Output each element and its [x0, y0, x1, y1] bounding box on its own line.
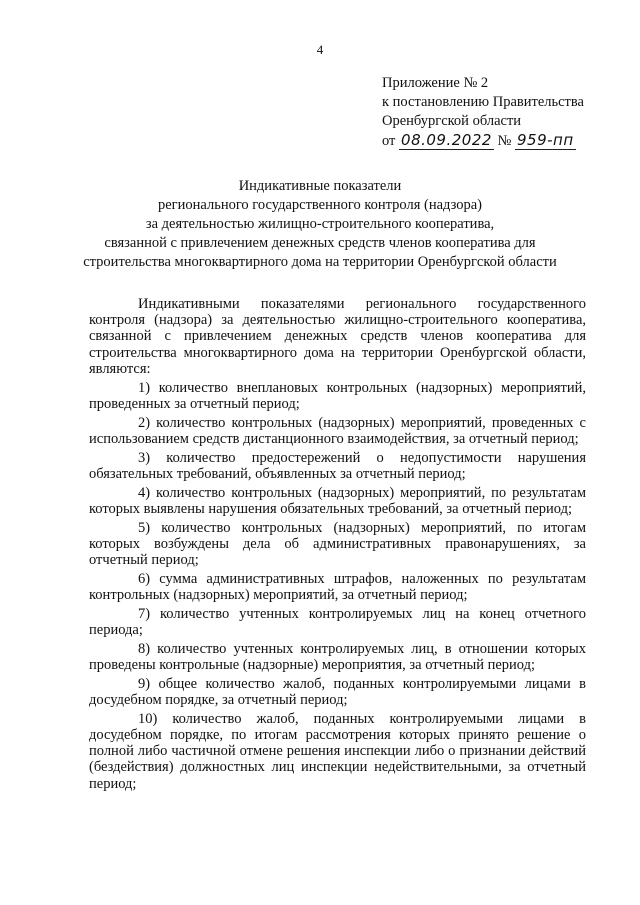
- document-body: [89, 296, 586, 792]
- from-label: от: [382, 133, 396, 149]
- page-number: 4: [316, 42, 324, 57]
- indicator-item: 10) количество жалоб, поданных контролируемыми лицами в досудебном порядке, по итогам рассмотрения которых принято решение о полной либо частичной отмене решения инспекции либо о признании действий (бездействия) должностных лиц инспекции недействительными, за отчетный период;: [89, 710, 586, 792]
- resolution-date: 08.09.2022: [401, 131, 492, 149]
- indicator-item: 8) количество учтенных контролируемых лиц, в отношении которых проведены контрольные (надзорные) мероприятия, за отчетный период;: [89, 640, 586, 674]
- appendix-line-2: к постановлению Правительства: [382, 94, 584, 110]
- indicator-item: 4) количество контрольных (надзорных) мероприятий, по результатам которых выявлены нарушения обязательных требований, за отчетный период;: [89, 484, 586, 517]
- appendix-date-line: [382, 131, 584, 151]
- indicator-item: 9) общее количество жалоб, поданных контролируемыми лицами в досудебном порядке, за отчетный период;: [89, 675, 586, 709]
- appendix-line-3: Оренбургской области: [382, 113, 522, 129]
- indicator-item: 7) количество учтенных контролируемых лиц на конец отчетного периода;: [89, 605, 586, 639]
- title-line: за деятельностью жилищно-строительного кооператива,: [145, 216, 495, 232]
- title-line: строительства многоквартирного дома на территории Оренбургской области: [83, 254, 557, 270]
- indicator-item: 6) сумма административных штрафов, наложенных по результатам контрольных (надзорных) мероприятий, за отчетный период;: [89, 570, 586, 604]
- indicator-item: 1) количество внеплановых контрольных (надзорных) мероприятий, проведенных за отчетный период;: [89, 379, 586, 412]
- title-line: регионального государственного контроля (надзора): [158, 197, 482, 213]
- indicator-item: 2) количество контрольных (надзорных) мероприятий, проведенных с использованием средств дистанционного взаимодействия, за отчетный период;: [89, 414, 586, 447]
- indicator-item: 5) количество контрольных (надзорных) мероприятий, по итогам которых возбуждены дела об административных правонарушениях, за отчетный период;: [89, 519, 586, 569]
- title-line: Индикативные показатели: [238, 178, 402, 194]
- document-title: [0, 177, 640, 272]
- number-label: №: [497, 133, 512, 149]
- appendix-header: [382, 74, 584, 151]
- intro-paragraph: Индикативными показателями регионального государственного контроля (надзора) за деятельностью жилищно-строительного кооператива, связанной с привлечением денежных средств членов кооператива для строительства многоквартирного дома на территории Оренбургской области, являются:: [89, 296, 586, 377]
- resolution-number: 959-пп: [517, 131, 574, 149]
- indicator-item: 3) количество предостережений о недопустимости нарушения обязательных требований, объявленных за отчетный период;: [89, 449, 586, 482]
- title-line: связанной с привлечением денежных средств членов кооператива для: [104, 235, 536, 251]
- appendix-line-1: Приложение № 2: [382, 75, 489, 91]
